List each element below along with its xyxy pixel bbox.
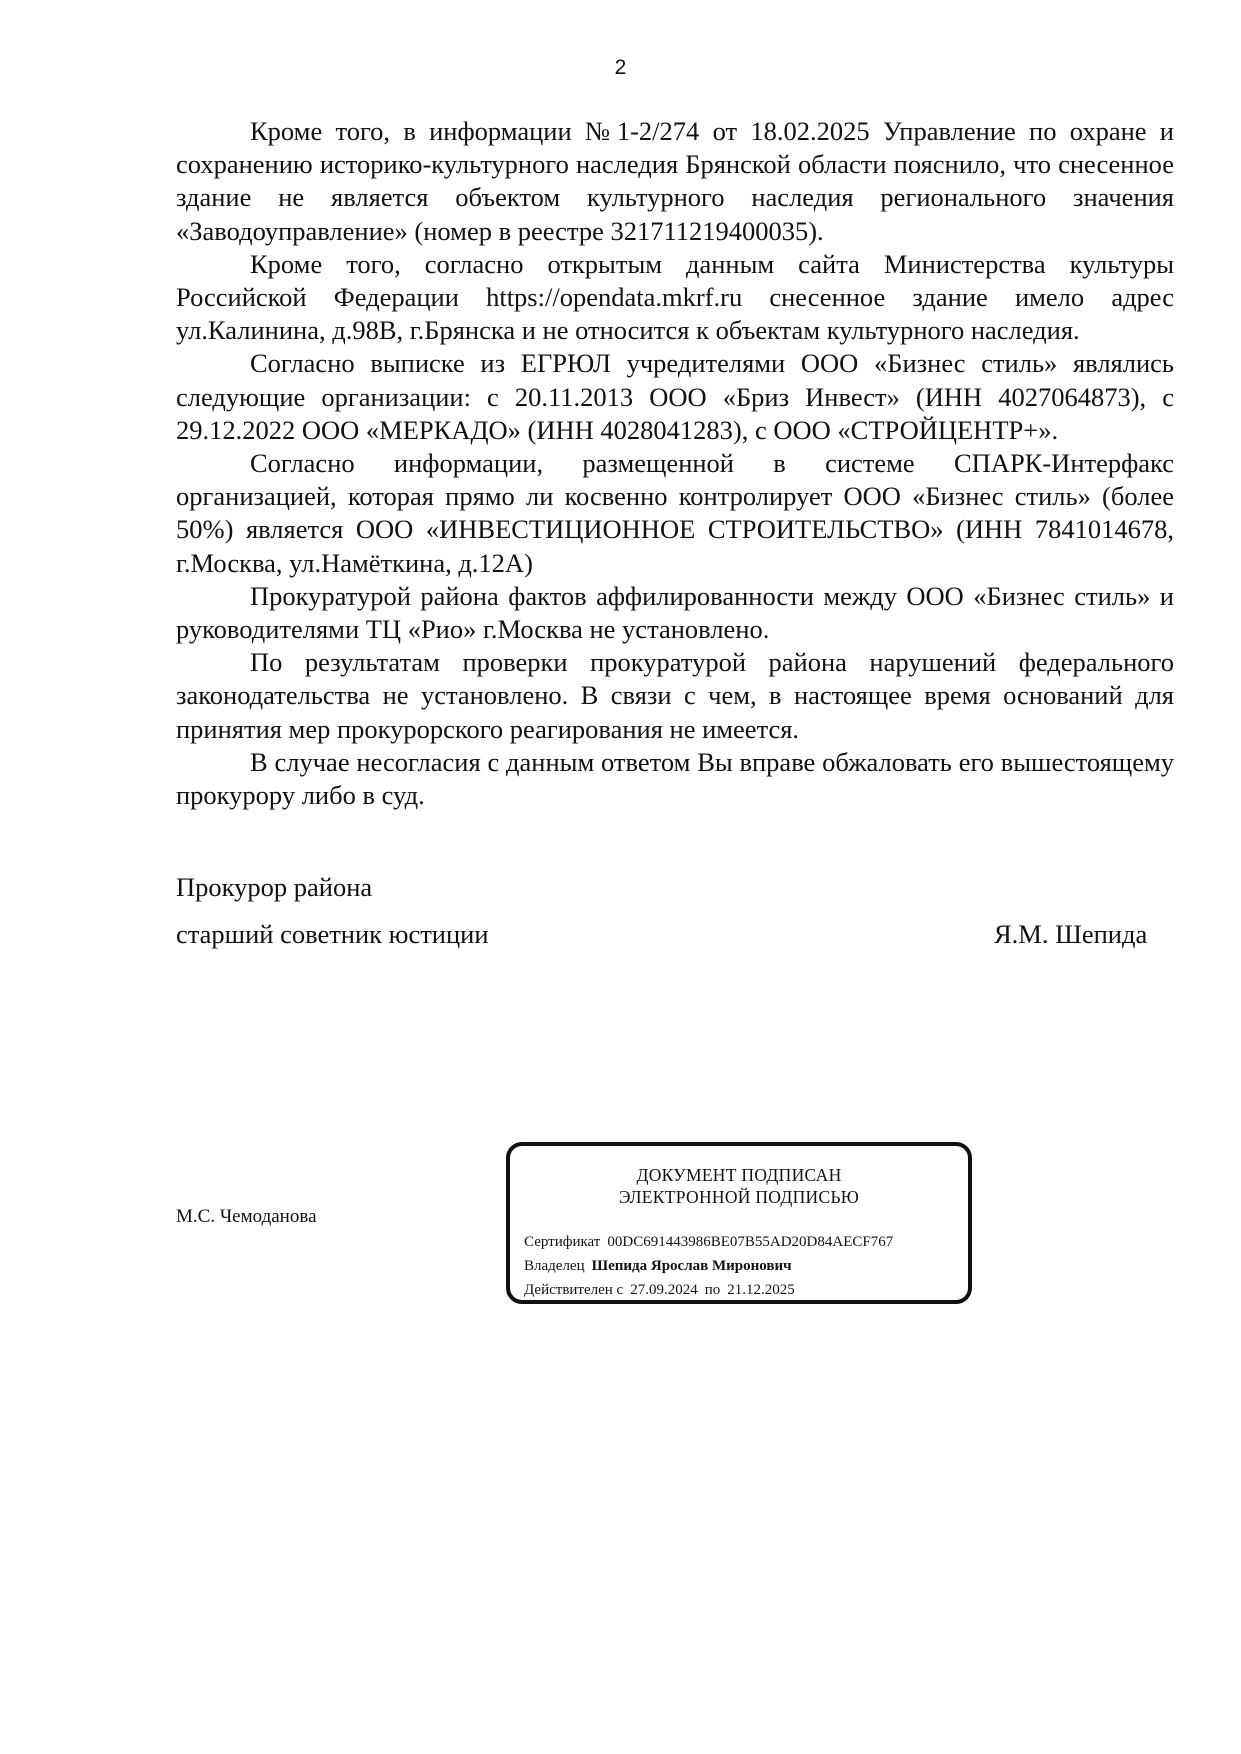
paragraph: Согласно выписке из ЕГРЮЛ учредителями ООО «Бизнес стиль» являлись следующие организации: с 20.11.2013 ООО «Бриз Инвест» (ИНН 4027064873), с 29.12.2022 ООО «МЕРКАДО» (ИНН 4028041283), с ООО «СТРОЙЦЕНТР+».	[176, 348, 1174, 445]
owner-label: Владелец	[524, 1258, 585, 1274]
signatory-title: Прокурор района	[176, 872, 373, 902]
signatory-name: Я.М. Шепида	[994, 919, 1148, 949]
certificate-value: 00DC691443986BE07B55AD20D84AECF767	[607, 1234, 894, 1250]
electronic-signature-stamp	[506, 1142, 972, 1304]
paragraph: Кроме того, согласно открытым данным сайта Министерства культуры Российской Федерации https://opendata.mkrf.ru снесенное здание имело адрес ул.Калинина, д.98В, г.Брянска и не относится к объектам культурного наследия.	[176, 248, 1174, 346]
stamp-heading-line: ДОКУМЕНТ ПОДПИСАН	[636, 1165, 842, 1185]
executor-name: М.С. Чемоданова	[176, 1206, 317, 1227]
stamp-details	[524, 1230, 893, 1302]
paragraph: Прокуратурой района фактов аффилированности между ООО «Бизнес стиль» и руководителями ТЦ «Рио» г.Москва не установлено.	[176, 580, 1174, 645]
paragraph: По результатам проверки прокуратурой района нарушений федерального законодательства не установлено. В связи с чем, в настоящее время оснований для принятия мер прокурорского реагирования не имеется.	[176, 647, 1174, 744]
stamp-validity-row	[524, 1278, 893, 1302]
valid-to-label: по	[704, 1282, 721, 1298]
certificate-label: Сертификат	[524, 1234, 601, 1250]
paragraph: В случае несогласия с данным ответом Вы вправе обжаловать его вышестоящему прокурору либо в суд.	[176, 746, 1174, 811]
stamp-heading	[510, 1164, 968, 1208]
valid-to: 21.12.2025	[727, 1282, 795, 1298]
owner-value: Шепида Ярослав Миронович	[591, 1258, 792, 1274]
stamp-owner-row	[524, 1254, 893, 1278]
paragraph: Кроме того, в информации №1-2/274 от 18.02.2025 Управление по охране и сохранению историко-культурного наследия Брянской области пояснило, что снесенное здание не является объектом культурного наследия регионального значения «Заводоуправление» (номер в реестре 321711219400035).	[176, 116, 1174, 246]
paragraph: Согласно информации, размещенной в системе СПАРК-Интерфакс организацией, которая прямо ли косвенно контролирует ООО «Бизнес стиль» (более 50%) является ООО «ИНВЕСТИЦИОННОЕ СТРОИТЕЛЬСТВО» (ИНН 7841014678, г.Москва, ул.Намёткина, д.12А)	[176, 448, 1174, 578]
page-number: 2	[614, 56, 627, 79]
letter-body	[176, 115, 1174, 812]
signatory-rank: старший советник юстиции	[176, 919, 489, 949]
stamp-certificate-row	[524, 1230, 893, 1254]
stamp-heading-line: ЭЛЕКТРОННОЙ ПОДПИСЬЮ	[618, 1187, 860, 1207]
validity-label: Действителен с	[524, 1282, 624, 1298]
valid-from: 27.09.2024	[630, 1282, 698, 1298]
